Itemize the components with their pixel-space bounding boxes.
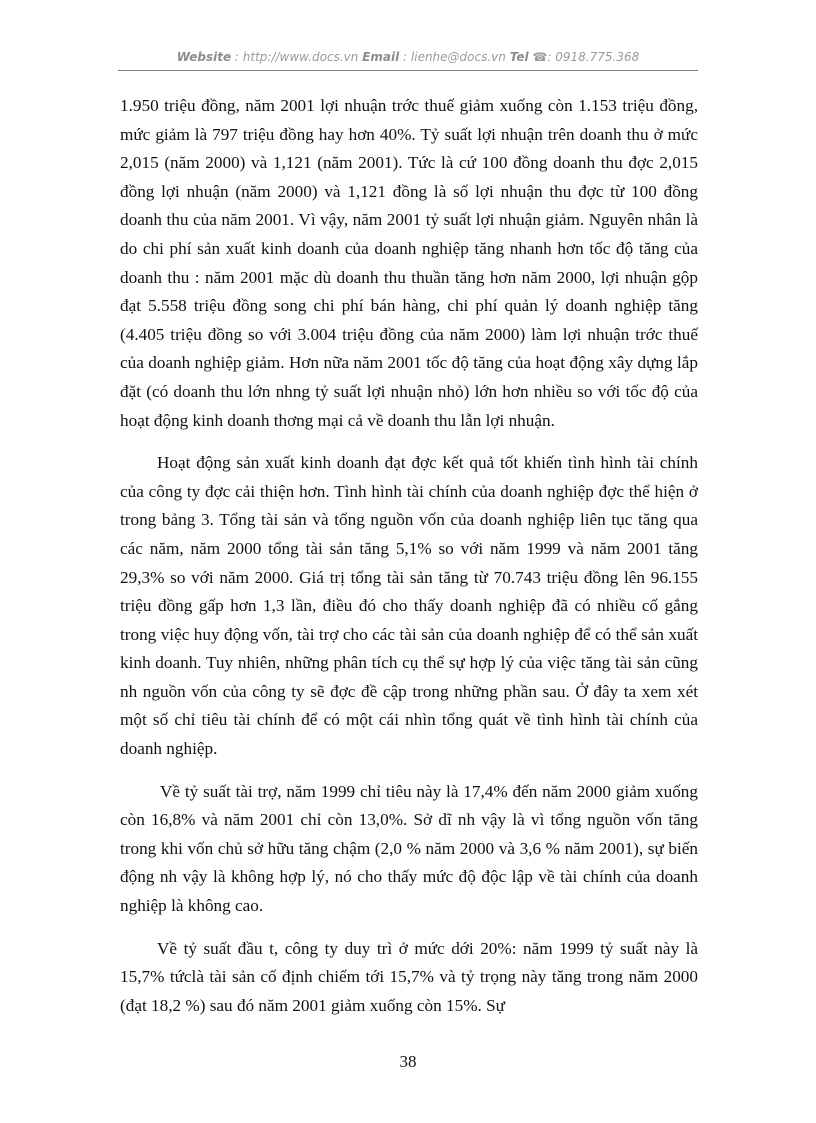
document-body	[120, 92, 698, 1020]
header-divider	[118, 70, 698, 71]
paragraph-3: Về tỷ suất tài trợ, năm 1999 chỉ tiêu này là 17,4% đến năm 2000 giảm xuống còn 16,8% và năm 2001 chỉ còn 13,0%. Sở dĩ nh vậy là vì tổng nguồn vốn tăng trong khi vốn chủ sở hữu tăng chậm (2,0 % năm 2000 và 3,6 % năm 2001), sự biến động nh vậy là không hợp lý, nó cho thấy mức độ độc lập về tài chính của doanh nghiệp là không cao.	[120, 781, 698, 916]
page-header	[120, 50, 696, 64]
tel-value: : 0918.775.368	[547, 50, 640, 64]
paragraph-2: Hoạt động sản xuất kinh doanh đạt đợc kết quả tốt khiến tình hình tài chính của công ty đợc cải thiện hơn. Tình hình tài chính của doanh nghiệp đợc thể hiện ở trong bảng 3. Tổng tài sản và tổng nguồn vốn của doanh nghiệp liên tục tăng qua các năm, năm 2000 tổng tài sản tăng 5,1% so với năm 1999 và năm 2001 tăng 29,3% so với năm 2000. Giá trị tổng tài sản tăng từ 70.743 triệu đồng lên 96.155 triệu đồng gấp hơn 1,3 lần, điều đó cho thấy doanh nghiệp đã có nhiều cố gắng trong việc huy động vốn, tài trợ cho các tài sản của doanh nghiệp để có thể sản xuất kinh doanh. Tuy nhiên, những phân tích cụ thể sự hợp lý của việc tăng tài sản cũng nh nguồn vốn của công ty sẽ đợc đề cập trong những phần sau. Ở đây ta xem xét một số chỉ tiêu tài chính để có một cái nhìn tổng quát về tình hình tài chính của doanh nghiệp.	[120, 453, 698, 759]
tel-label: Tel	[509, 50, 529, 64]
email-label: Email	[362, 50, 400, 64]
page-number: 38	[399, 1052, 417, 1071]
website-label: Website	[176, 50, 232, 64]
phone-icon: ☎	[532, 50, 548, 64]
email-value: : lienhe@docs.vn	[403, 50, 506, 64]
website-value: : http://www.docs.vn	[234, 50, 359, 64]
paragraph-4: Về tỷ suất đầu t, công ty duy trì ở mức dới 20%: năm 1999 tỷ suất này là 15,7% tứclà tài sản cố định chiếm tới 15,7% và tỷ trọng này tăng trong năm 2000 (đạt 18,2 %) sau đó năm 2001 giảm xuống còn 15%. Sự	[120, 938, 698, 1015]
paragraph-1: 1.950 triệu đồng, năm 2001 lợi nhuận trớc thuế giảm xuống còn 1.153 triệu đồng, mức giảm là 797 triệu đồng hay hơn 40%. Tỷ suất lợi nhuận trên doanh thu ở mức 2,015 (năm 2000) và 1,121 (năm 2001). Tức là cứ 100 đồng doanh thu đợc 2,015 đồng lợi nhuận (năm 2000) và 1,121 đồng là số lợi nhuận thu đợc từ 100 đồng doanh thu của năm 2001. Vì vậy, năm 2001 tỷ suất lợi nhuận giảm. Nguyên nhân là do chi phí sản xuất kinh doanh của doanh nghiệp tăng nhanh hơn tốc độ tăng của doanh thu : năm 2001 mặc dù doanh thu thuần tăng hơn năm 2000, lợi nhuận gộp đạt 5.558 triệu đồng song chi phí bán hàng, chi phí quản lý doanh nghiệp tăng (4.405 triệu đồng so với 3.004 triệu đồng của năm 2000) làm lợi nhuận trớc thuế của doanh nghiệp giảm. Hơn nữa năm 2001 tốc độ tăng của hoạt động xây dựng lắp đặt (có doanh thu lớn nhng tỷ suất lợi nhuận nhỏ) lớn hơn nhiều so với tốc độ của hoạt động kinh doanh thơng mại cả về doanh thu lẫn lợi nhuận.	[120, 96, 698, 430]
